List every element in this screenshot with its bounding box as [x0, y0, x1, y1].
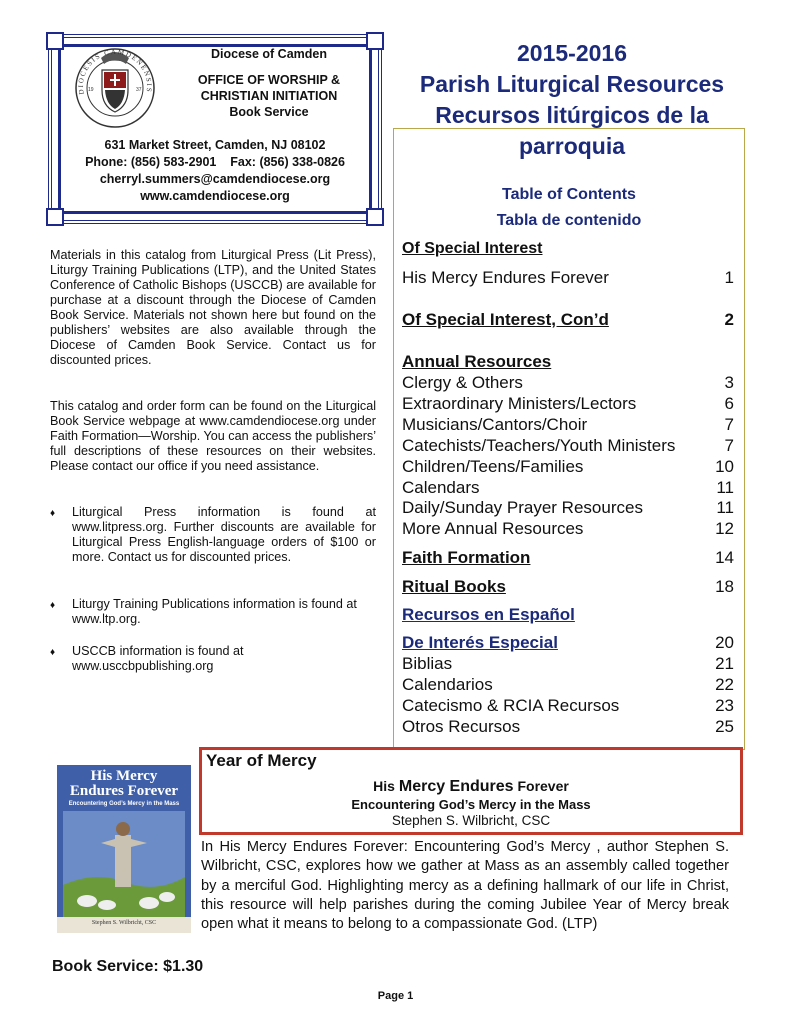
book-subtitle: Encountering God’s Mercy in the Mass	[351, 797, 591, 812]
seal-year-left: 19	[88, 87, 94, 93]
toc-section[interactable]: Recursos en Español	[402, 605, 575, 624]
corner-ornament	[366, 208, 384, 226]
corner-ornament	[46, 208, 64, 226]
office-email: cherryl.summers@camdendiocese.org	[99, 172, 331, 186]
toc-entry[interactable]: His Mercy Endures Forever 1	[402, 268, 734, 287]
cover-title-line1: His Mercy	[90, 768, 158, 784]
toc-entry[interactable]: Otros Recursos 25	[402, 717, 734, 736]
book-cover-image	[57, 765, 191, 933]
book-title: His Mercy Endures Forever	[373, 778, 569, 795]
title-spanish-line2: parroquia	[518, 133, 626, 159]
intro-paragraph: This catalog and order form can be found on the Liturgical Book Service webpage at www.camdendiocese.org under Faith Formation—Worship. You can access the publishers’ full descriptions of these resources on their websites. Please contact our office if you need assistance.	[50, 399, 376, 473]
section-title: Year of Mercy	[206, 751, 317, 770]
list-item: ♦ Liturgical Press information is found at www.litpress.org. Further discounts are available for Liturgical Press English-language orders of $100 or more. Contact us for discounted prices.	[50, 505, 376, 564]
bullet-diamond-icon: ♦	[50, 508, 56, 519]
office-address: 631 Market Street, Camden, NJ 08102	[104, 138, 326, 152]
toc-heading-spanish: Tabla de contenido	[496, 212, 642, 229]
list-item: ♦ USCCB information is found at www.usccbpublishing.org	[50, 644, 244, 673]
toc-entry[interactable]: Calendars 11	[402, 478, 734, 497]
book-service-label: Book Service	[229, 105, 309, 119]
title-year: 2015-2016	[517, 40, 627, 66]
toc-entry[interactable]: Extraordinary Ministers/Lectors 6	[402, 394, 734, 413]
intro-paragraph: Materials in this catalog from Liturgical Press (Lit Press), Liturgy Training Publications (LTP), and the United States Conference of Catholic Bishops (USCCB) are available for purchase at a discount through the Diocese of Camden Book Service. Materials not shown here but found on the publishers’ websites are also available through the Diocese of Camden Book Service. Contact us for discounted prices.	[50, 248, 376, 367]
cover-author: Stephen S. Wilbricht, CSC	[91, 920, 157, 926]
toc-entry[interactable]: Clergy & Others 3	[402, 373, 734, 392]
toc-entry[interactable]: Daily/Sunday Prayer Resources 11	[402, 498, 734, 517]
toc-entry[interactable]: Calendarios 22	[402, 675, 734, 694]
office-phone-fax: Phone: (856) 583-2901 Fax: (856) 338-0826	[85, 155, 345, 169]
office-name-line1: OFFICE OF WORSHIP &	[197, 73, 341, 87]
toc-entry[interactable]: Catecismo & RCIA Recursos 23	[402, 696, 734, 715]
corner-ornament	[46, 32, 64, 50]
title-english: Parish Liturgical Resources	[419, 71, 725, 97]
diocese-name: Diocese of Camden	[210, 47, 327, 61]
bullet-diamond-icon: ♦	[50, 600, 56, 611]
toc-section[interactable]: Faith Formation 14	[402, 548, 734, 567]
cover-subtitle: Encountering God’s Mercy in the Mass	[68, 801, 180, 807]
price-label: Book Service: $1.30	[52, 958, 204, 975]
toc-section[interactable]: De Interés Especial 20	[402, 633, 734, 652]
office-website: www.camdendiocese.org	[140, 189, 290, 203]
cover-title-line2: Endures Forever	[69, 783, 179, 799]
list-item: ♦ Liturgy Training Publications information is found at www.ltp.org.	[50, 597, 357, 626]
book-author: Stephen S. Wilbricht, CSC	[391, 813, 551, 828]
toc-entry[interactable]: Catechists/Teachers/Youth Ministers 7	[402, 436, 734, 455]
title-spanish-line1: Recursos litúrgicos de la	[435, 102, 709, 128]
toc-section[interactable]: Annual Resources	[402, 352, 552, 371]
bullet-diamond-icon: ♦	[50, 647, 56, 658]
toc-section[interactable]: Ritual Books 18	[402, 577, 734, 596]
book-description: In His Mercy Endures Forever: Encountering God’s Mercy , author Stephen S. Wilbricht, CSC, explores how we gather at Mass as an assembly called together by a merciful God. Highlighting mercy as a defining hallmark of our life in Christ, this resource will help parishes during the coming Jubilee Year of Mercy break open what it means to belong to a compassionate God. (LTP)	[201, 839, 729, 933]
diocese-seal-icon	[74, 44, 156, 130]
toc-entry[interactable]: More Annual Resources 12	[402, 519, 734, 538]
page-number: Page 1	[377, 990, 414, 1002]
seal-lettering: DIOCESIS CAMDENENSIS	[76, 47, 154, 95]
seal-year-right: 37	[136, 87, 142, 93]
toc-entry[interactable]: Children/Teens/Families 10	[402, 457, 734, 476]
toc-entry[interactable]: Biblias 21	[402, 654, 734, 673]
office-name-line2: CHRISTIAN INITIATION	[200, 89, 338, 103]
toc-section[interactable]: Of Special Interest	[402, 240, 543, 257]
toc-entry[interactable]: Musicians/Cantors/Choir 7	[402, 415, 734, 434]
toc-heading-english: Table of Contents	[502, 186, 636, 203]
toc-section[interactable]: Of Special Interest, Con’d 2	[402, 310, 734, 329]
